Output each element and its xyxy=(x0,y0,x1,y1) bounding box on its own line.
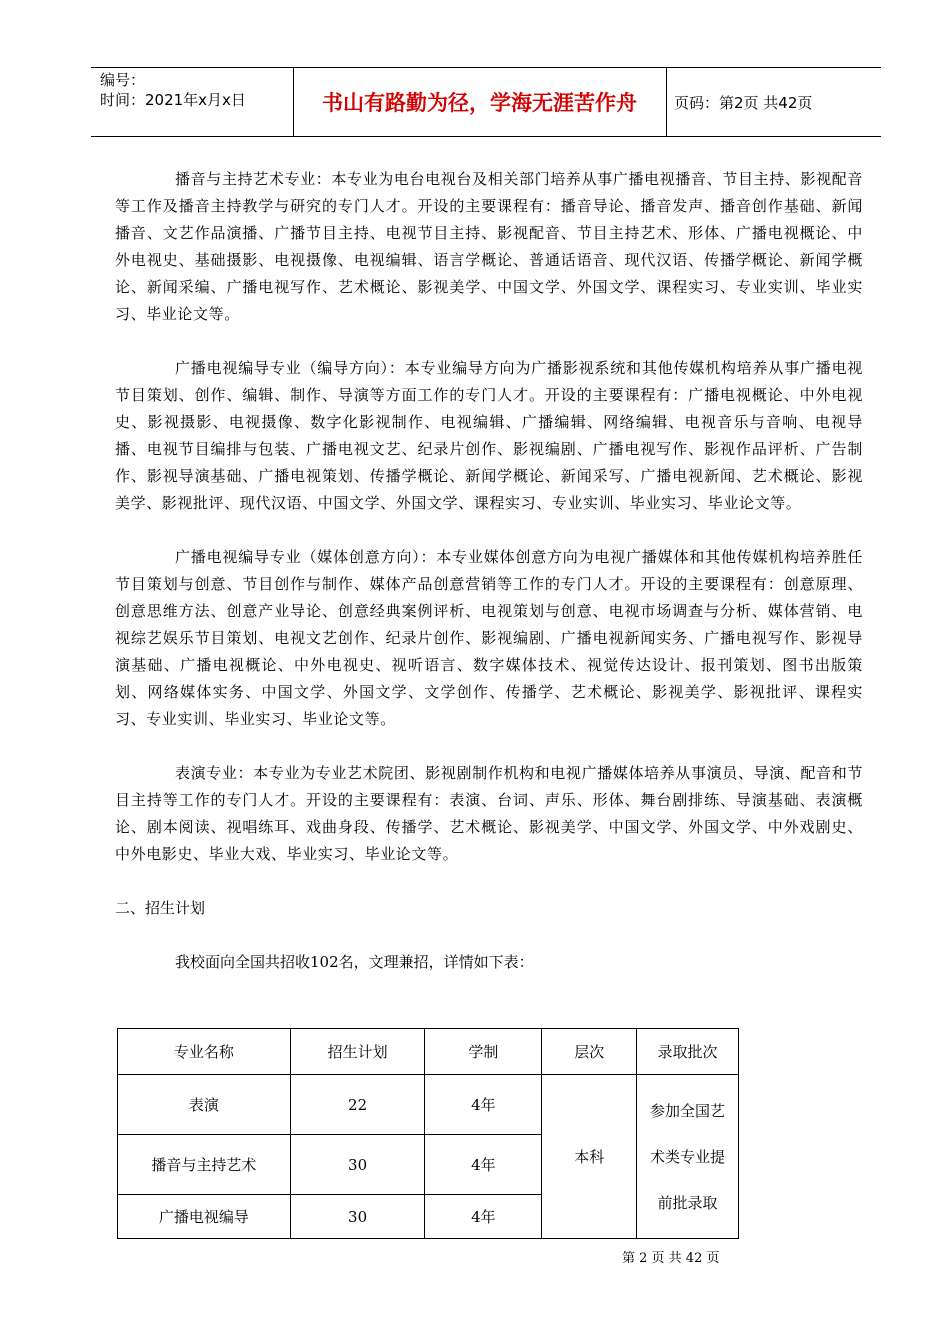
header-page-label: 页码：第2页 共42页 xyxy=(674,93,813,112)
header-motto: 书山有路勤为径，学海无涯苦作舟 xyxy=(322,91,637,115)
time-label: 时间：2021年x月x日 xyxy=(100,91,246,109)
document-body xyxy=(115,166,863,976)
table-row xyxy=(118,1075,739,1135)
table-header-row xyxy=(118,1029,739,1075)
intro-text: 我校面向全国共招收102名，文理兼招，详情如下表： xyxy=(175,953,534,971)
section-title: 二、招生计划 xyxy=(115,899,206,917)
level-cell: 本科 xyxy=(542,1075,637,1239)
major-name-cell: 表演 xyxy=(118,1075,291,1135)
table-header-cell: 录取批次 xyxy=(637,1029,739,1075)
paragraph-directing: 广播电视编导专业（编导方向）：本专业编导方向为广播影视系统和其他传媒机构培养从事广播电视节目策划、创作、编辑、制作、导演等方面工作的专门人才。开设的主要课程有：广播电视概论、中外电视史、影视摄影、电视摄像、数字化影视制作、电视编辑、广播编辑、网络编辑、电视音乐与音响、电视导播、电视节目编排与包装、广播电视文艺、纪录片创作、影视编剧、广播电视写作、影视作品评析、广告制作、影视导演基础、广播电视策划、传播学概论、新闻学概论、新闻采写、广播电视新闻、艺术概论、影视美学、影视批评、现代汉语、中国文学、外国文学、课程实习、专业实训、毕业实习、毕业论文等。 xyxy=(115,359,863,512)
plan-cell: 30 xyxy=(290,1195,425,1239)
batch-line: 参加全国艺 xyxy=(650,1101,726,1120)
enrollment-table xyxy=(117,1028,739,1239)
page-footer: 第 2 页 共 42 页 xyxy=(622,1251,720,1266)
years-cell: 4年 xyxy=(425,1075,542,1135)
paragraph-broadcasting: 播音与主持艺术专业：本专业为电台电视台及相关部门培养从事广播电视播音、节目主持、影视配音等工作及播音主持教学与研究的专门人才。开设的主要课程有：播音导论、播音发声、播音创作基础、新闻播音、文艺作品演播、广播节目主持、电视节目主持、影视配音、节目主持艺术、形体、广播电视概论、中外电视史、基础摄影、电视摄像、电视编辑、语言学概论、普通话语音、现代汉语、传播学概论、新闻学概论、新闻采编、广播电视写作、艺术概论、影视美学、中国文学、外国文学、课程实习、专业实训、毕业实习、毕业论文等。 xyxy=(115,170,863,323)
major-name-cell: 广播电视编导 xyxy=(118,1195,291,1239)
table-header-cell: 招生计划 xyxy=(290,1029,425,1075)
batch-line: 术类专业提 xyxy=(650,1147,726,1166)
header-divider xyxy=(666,68,667,136)
table-header-cell: 层次 xyxy=(542,1029,637,1075)
admission-batch-cell xyxy=(637,1075,739,1239)
header-meta xyxy=(100,70,246,110)
years-cell: 4年 xyxy=(425,1195,542,1239)
page-header xyxy=(91,67,881,137)
paragraph-performance: 表演专业：本专业为专业艺术院团、影视剧制作机构和电视广播媒体培养从事演员、导演、配音和节目主持等工作的专门人才。开设的主要课程有：表演、台词、声乐、形体、舞台剧排练、导演基础、表演概论、剧本阅读、视唱练耳、戏曲身段、传播学、艺术概论、影视美学、中国文学、外国文学、中外戏剧史、中外电影史、毕业大戏、毕业实习、毕业论文等。 xyxy=(115,764,863,863)
batch-line: 前批录取 xyxy=(657,1193,718,1212)
plan-cell: 22 xyxy=(290,1075,425,1135)
major-name-cell: 播音与主持艺术 xyxy=(118,1135,291,1195)
table-header-cell: 学制 xyxy=(425,1029,542,1075)
paragraph-media-creative: 广播电视编导专业（媒体创意方向）：本专业媒体创意方向为电视广播媒体和其他传媒机构培养胜任节目策划与创意、节目创作与制作、媒体产品创意营销等工作的专门人才。开设的主要课程有：创意原理、创意思维方法、创意产业导论、创意经典案例评析、电视策划与创意、电视市场调查与分析、媒体营销、电视综艺娱乐节目策划、电视文艺创作、纪录片创作、影视编剧、广播电视新闻实务、广播电视写作、影视导演基础、广播电视概论、中外电视史、视听语言、数字媒体技术、视觉传达设计、报刊策划、图书出版策划、网络媒体实务、中国文学、外国文学、文学创作、传播学、艺术概论、影视美学、影视批评、课程实习、专业实训、毕业实习、毕业论文等。 xyxy=(115,548,863,728)
table-header-cell: 专业名称 xyxy=(118,1029,291,1075)
number-label: 编号： xyxy=(100,71,146,89)
plan-cell: 30 xyxy=(290,1135,425,1195)
years-cell: 4年 xyxy=(425,1135,542,1195)
